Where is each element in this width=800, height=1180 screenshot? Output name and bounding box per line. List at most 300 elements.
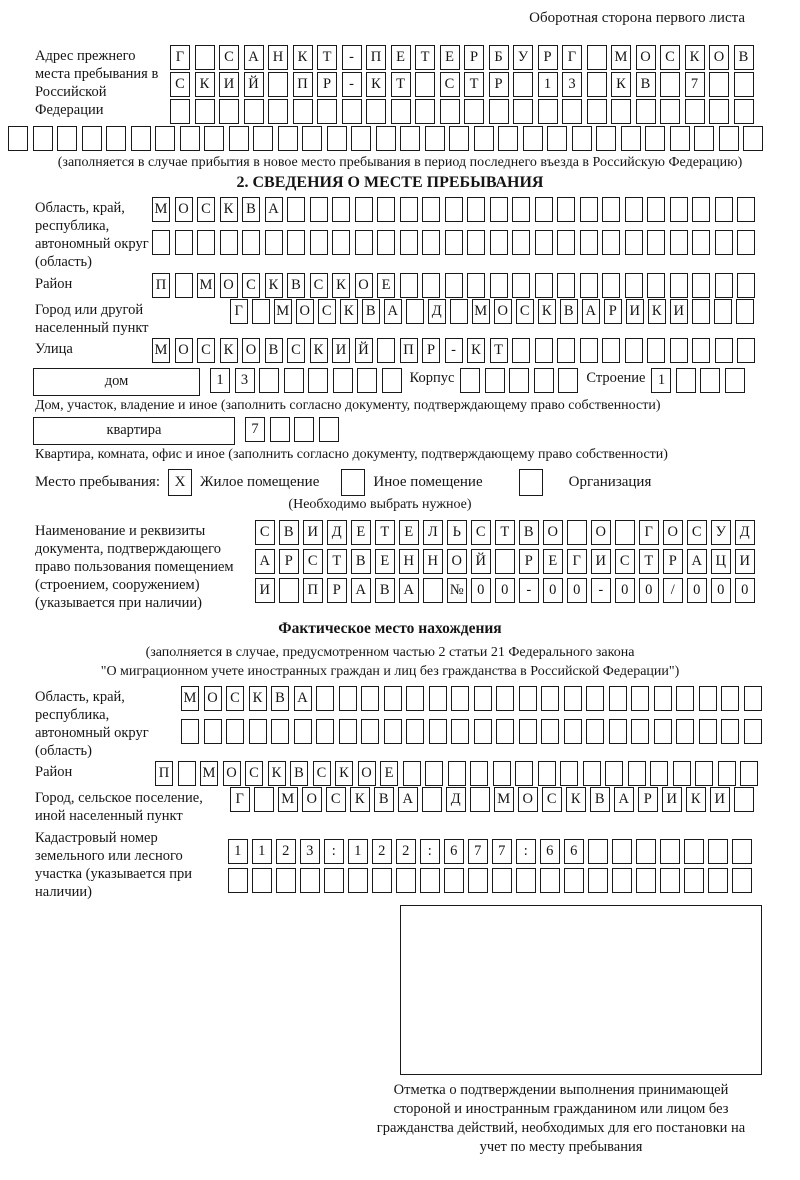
char-cell: С [303,549,323,574]
char-cell [106,126,126,151]
char-cell: М [278,787,298,812]
char-cell [376,126,396,151]
char-cell: 7 [468,839,488,864]
fact-gorod-block [35,787,800,825]
char-cell: - [342,72,362,97]
char-cell [489,99,509,124]
char-cell [588,868,608,893]
char-cell [474,719,492,744]
char-cell [534,368,554,393]
char-cell: С [318,299,336,324]
char-cell [493,761,511,786]
dom-caption: Дом, участок, владение и иное (заполнить согласно документу, подтверждающему право собственности) [35,397,661,413]
char-cell [541,686,559,711]
char-cell: Г [562,45,582,70]
kadastr-row-1 [228,839,752,864]
char-cell: О [494,299,512,324]
char-cell [609,686,627,711]
char-cell: И [219,72,239,97]
char-cell: В [375,578,395,603]
char-cell: М [472,299,490,324]
char-cell: К [366,72,386,97]
char-cell: О [447,549,467,574]
char-cell [324,868,344,893]
char-cell [523,126,543,151]
char-cell [519,719,537,744]
char-cell [602,273,620,298]
char-cell: 7 [245,417,265,442]
char-cell [366,99,386,124]
char-cell: М [181,686,199,711]
kvartira-cells [245,417,339,442]
char-cell [660,868,680,893]
char-cell [587,99,607,124]
korpus-cells [460,368,578,393]
char-cell [715,338,733,363]
char-cell [490,197,508,222]
dom-cells [210,368,402,393]
char-cell [535,230,553,255]
mesto-zhiloe-checkbox [168,469,192,496]
char-cell [422,230,440,255]
char-cell [625,338,643,363]
char-cell [400,197,418,222]
char-cell: Д [428,299,446,324]
char-cell: С [542,787,562,812]
char-cell [310,197,328,222]
char-cell [204,126,224,151]
char-cell [406,299,424,324]
char-cell [268,72,288,97]
char-cell: С [660,45,680,70]
prev-address-row-2 [170,72,754,97]
fact-title: Фактическое место нахождения [278,620,502,638]
char-cell: - [342,45,362,70]
char-cell: Й [471,549,491,574]
char-cell: С [242,273,260,298]
mesto-org-checkbox [519,469,543,496]
char-cell: У [513,45,533,70]
char-cell [740,761,758,786]
char-cell [361,686,379,711]
char-cell [361,719,379,744]
char-cell [450,299,468,324]
char-cell: С [287,338,305,363]
char-cell: К [648,299,666,324]
char-cell: К [220,338,238,363]
char-cell [372,868,392,893]
char-cell: Р [327,578,347,603]
char-cell: - [591,578,611,603]
char-cell: Г [170,45,190,70]
char-cell: И [255,578,275,603]
char-cell [355,197,373,222]
char-cell [415,72,435,97]
char-cell [596,126,616,151]
char-cell [317,99,337,124]
char-cell [341,469,365,496]
char-cell [538,761,556,786]
char-cell: Е [391,45,411,70]
char-cell [82,126,102,151]
char-cell: С [245,761,263,786]
kadastr-label: Кадастровый номер земельного или лесного участка (указывается при наличии) [35,829,192,900]
char-cell: Е [543,549,563,574]
char-cell [470,761,488,786]
rayon-block [35,273,800,298]
char-cell: Д [735,520,755,545]
char-cell [496,686,514,711]
char-cell: Р [519,549,539,574]
char-cell [564,719,582,744]
char-cell: К [293,45,313,70]
char-cell: О [591,520,611,545]
char-cell [676,686,694,711]
char-cell: О [296,299,314,324]
char-cell [178,761,196,786]
char-cell: Н [423,549,443,574]
char-cell: Г [639,520,659,545]
char-cell: № [447,578,467,603]
char-cell [636,99,656,124]
char-cell [377,230,395,255]
char-cell: В [362,299,380,324]
char-cell: К [332,273,350,298]
doc-block [35,520,800,613]
char-cell [294,719,312,744]
char-cell [8,126,28,151]
char-cell [676,368,696,393]
char-cell: С [313,761,331,786]
char-cell [460,368,480,393]
char-cell: М [197,273,215,298]
char-cell: 0 [471,578,491,603]
char-cell: О [358,761,376,786]
char-cell: 7 [492,839,512,864]
char-cell [451,686,469,711]
char-cell [271,719,289,744]
char-cell [444,868,464,893]
char-cell [348,868,368,893]
char-cell: 3 [562,72,582,97]
char-cell: - [519,578,539,603]
char-cell [406,686,424,711]
char-cell: В [590,787,610,812]
char-cell [448,761,466,786]
char-cell: К [340,299,358,324]
char-cell [357,368,377,393]
char-cell: Т [317,45,337,70]
char-cell: И [591,549,611,574]
dom-type-box: дом [33,368,200,396]
char-cell [538,99,558,124]
char-cell: В [636,72,656,97]
char-cell: Р [538,45,558,70]
rayon-row [152,273,755,298]
char-cell: Н [399,549,419,574]
char-cell [228,868,248,893]
char-cell: О [709,45,729,70]
char-cell [319,417,339,442]
char-cell [636,868,656,893]
char-cell: Т [639,549,659,574]
char-cell: С [255,520,275,545]
fact-rayon-row [155,761,758,786]
char-cell [647,197,665,222]
char-cell: Г [567,549,587,574]
char-cell: О [543,520,563,545]
char-cell [254,787,274,812]
char-cell [719,126,739,151]
oblast-row-2 [152,230,755,255]
char-cell [721,686,739,711]
char-cell [734,72,754,97]
char-cell [490,273,508,298]
char-cell: С [516,299,534,324]
char-cell [567,520,587,545]
prev-address-label: Адрес прежнего места пребывания в Российской Федерации [35,48,159,119]
char-cell [422,197,440,222]
char-cell [541,719,559,744]
char-cell [316,719,334,744]
char-cell [485,368,505,393]
char-cell [467,197,485,222]
char-cell [512,273,530,298]
char-cell: И [303,520,323,545]
char-cell: Д [446,787,466,812]
char-cell [252,868,272,893]
char-cell [451,719,469,744]
char-cell [557,273,575,298]
char-cell [440,99,460,124]
char-cell: 1 [348,839,368,864]
char-cell [700,368,720,393]
mesto-label: Место пребывания: [35,473,160,490]
char-cell: С [615,549,635,574]
char-cell [220,230,238,255]
kadastr-row-2 [228,868,752,893]
char-cell [715,230,733,255]
char-cell [685,99,705,124]
char-cell: К [249,686,267,711]
char-cell: 0 [567,578,587,603]
doc-row-1 [255,520,755,545]
char-cell: Б [489,45,509,70]
char-cell [252,299,270,324]
char-cell [420,868,440,893]
char-cell [195,45,215,70]
char-cell: А [687,549,707,574]
fact-oblast-row-2 [181,719,762,744]
char-cell [391,99,411,124]
char-cell [625,230,643,255]
char-cell: В [279,520,299,545]
char-cell: Т [464,72,484,97]
char-cell [278,126,298,151]
char-cell [268,99,288,124]
char-cell [732,839,752,864]
char-cell [654,719,672,744]
char-cell [715,197,733,222]
char-cell [429,686,447,711]
char-cell: Й [355,338,373,363]
char-cell: П [155,761,173,786]
char-cell [400,273,418,298]
char-cell [676,719,694,744]
char-cell: Е [375,549,395,574]
doc-label: Наименование и реквизиты документа, подтверждающего право пользования помещением (строением, сооружением) (указывается при наличии) [35,522,234,612]
prev-address-row-1 [170,45,754,70]
char-cell: П [152,273,170,298]
fact-gorod-row [230,787,754,812]
char-cell: К [538,299,556,324]
char-cell [588,839,608,864]
char-cell: : [516,839,536,864]
char-cell: 1 [252,839,272,864]
char-cell [625,197,643,222]
char-cell: А [614,787,634,812]
char-cell [737,338,755,363]
char-cell: 0 [735,578,755,603]
char-cell [33,126,53,151]
corner-note: Оборотная сторона первого листа [529,10,745,26]
mesto-org-label: Организация [568,473,652,490]
char-cell [449,126,469,151]
char-cell: Л [423,520,443,545]
char-cell: О [242,338,260,363]
char-cell: К [611,72,631,97]
char-cell: О [204,686,222,711]
char-cell: Г [230,787,250,812]
gorod-row [230,299,754,324]
rayon-label: Район [35,275,73,292]
char-cell [293,99,313,124]
char-cell [708,868,728,893]
char-cell: А [399,578,419,603]
char-cell [384,686,402,711]
char-cell [540,868,560,893]
char-cell [400,126,420,151]
char-cell [673,761,691,786]
char-cell [605,761,623,786]
char-cell: М [274,299,292,324]
char-cell [355,230,373,255]
char-cell [294,417,314,442]
char-cell [415,99,435,124]
char-cell [660,72,680,97]
char-cell: О [220,273,238,298]
char-cell: Й [244,72,264,97]
char-cell [583,761,601,786]
oblast-row-1 [152,197,755,222]
char-cell: Е [377,273,395,298]
char-cell [580,197,598,222]
char-cell: В [287,273,305,298]
char-cell: П [366,45,386,70]
char-cell [625,273,643,298]
char-cell [737,197,755,222]
oblast-grid [152,197,755,255]
char-cell: К [686,787,706,812]
char-cell: Т [490,338,508,363]
gorod-label: Город или другой населенный пункт [35,301,149,336]
stamp-caption: Отметка о подтверждении выполнения принимающей стороной и иностранным гражданином или лицом без гражданства действий, необходимых для его постановки на учет по месту пребывания [376,1082,746,1155]
char-cell [422,273,440,298]
char-cell: Р [317,72,337,97]
char-cell [557,338,575,363]
char-cell [558,368,578,393]
char-cell: 0 [639,578,659,603]
char-cell: Ц [711,549,731,574]
char-cell [400,230,418,255]
char-cell: В [242,197,260,222]
ulitsa-block [35,338,800,363]
char-cell [715,273,733,298]
char-cell [468,868,488,893]
char-cell: И [662,787,682,812]
char-cell [425,761,443,786]
char-cell: К [268,761,286,786]
char-cell: С [197,197,215,222]
char-cell [423,578,443,603]
char-cell [284,368,304,393]
char-cell: 6 [540,839,560,864]
char-cell: 0 [711,578,731,603]
char-cell [300,868,320,893]
char-cell: О [302,787,322,812]
char-cell [647,273,665,298]
char-cell [467,273,485,298]
char-cell: М [152,197,170,222]
char-cell [734,99,754,124]
char-cell: И [332,338,350,363]
char-cell [654,686,672,711]
char-cell [692,338,710,363]
char-cell: - [445,338,463,363]
char-cell [244,99,264,124]
char-cell [557,230,575,255]
char-cell: К [310,338,328,363]
char-cell [692,273,710,298]
char-cell [562,99,582,124]
char-cell [611,99,631,124]
char-cell [270,417,290,442]
char-cell [195,99,215,124]
char-cell: Р [663,549,683,574]
char-cell: О [518,787,538,812]
char-cell: А [255,549,275,574]
char-cell [714,299,732,324]
char-cell [490,230,508,255]
char-cell [519,469,543,496]
char-cell [743,126,763,151]
char-cell: 7 [685,72,705,97]
oblast-block [35,197,800,272]
char-cell [660,839,680,864]
char-cell [572,126,592,151]
char-cell: К [335,761,353,786]
kadastr-grid [228,839,752,893]
doc-row-3 [255,578,755,603]
char-cell [377,197,395,222]
char-cell [197,230,215,255]
char-cell: В [734,45,754,70]
char-cell: А [398,787,418,812]
ulitsa-row [152,338,755,363]
char-cell: О [663,520,683,545]
char-cell [670,126,690,151]
char-cell [155,126,175,151]
